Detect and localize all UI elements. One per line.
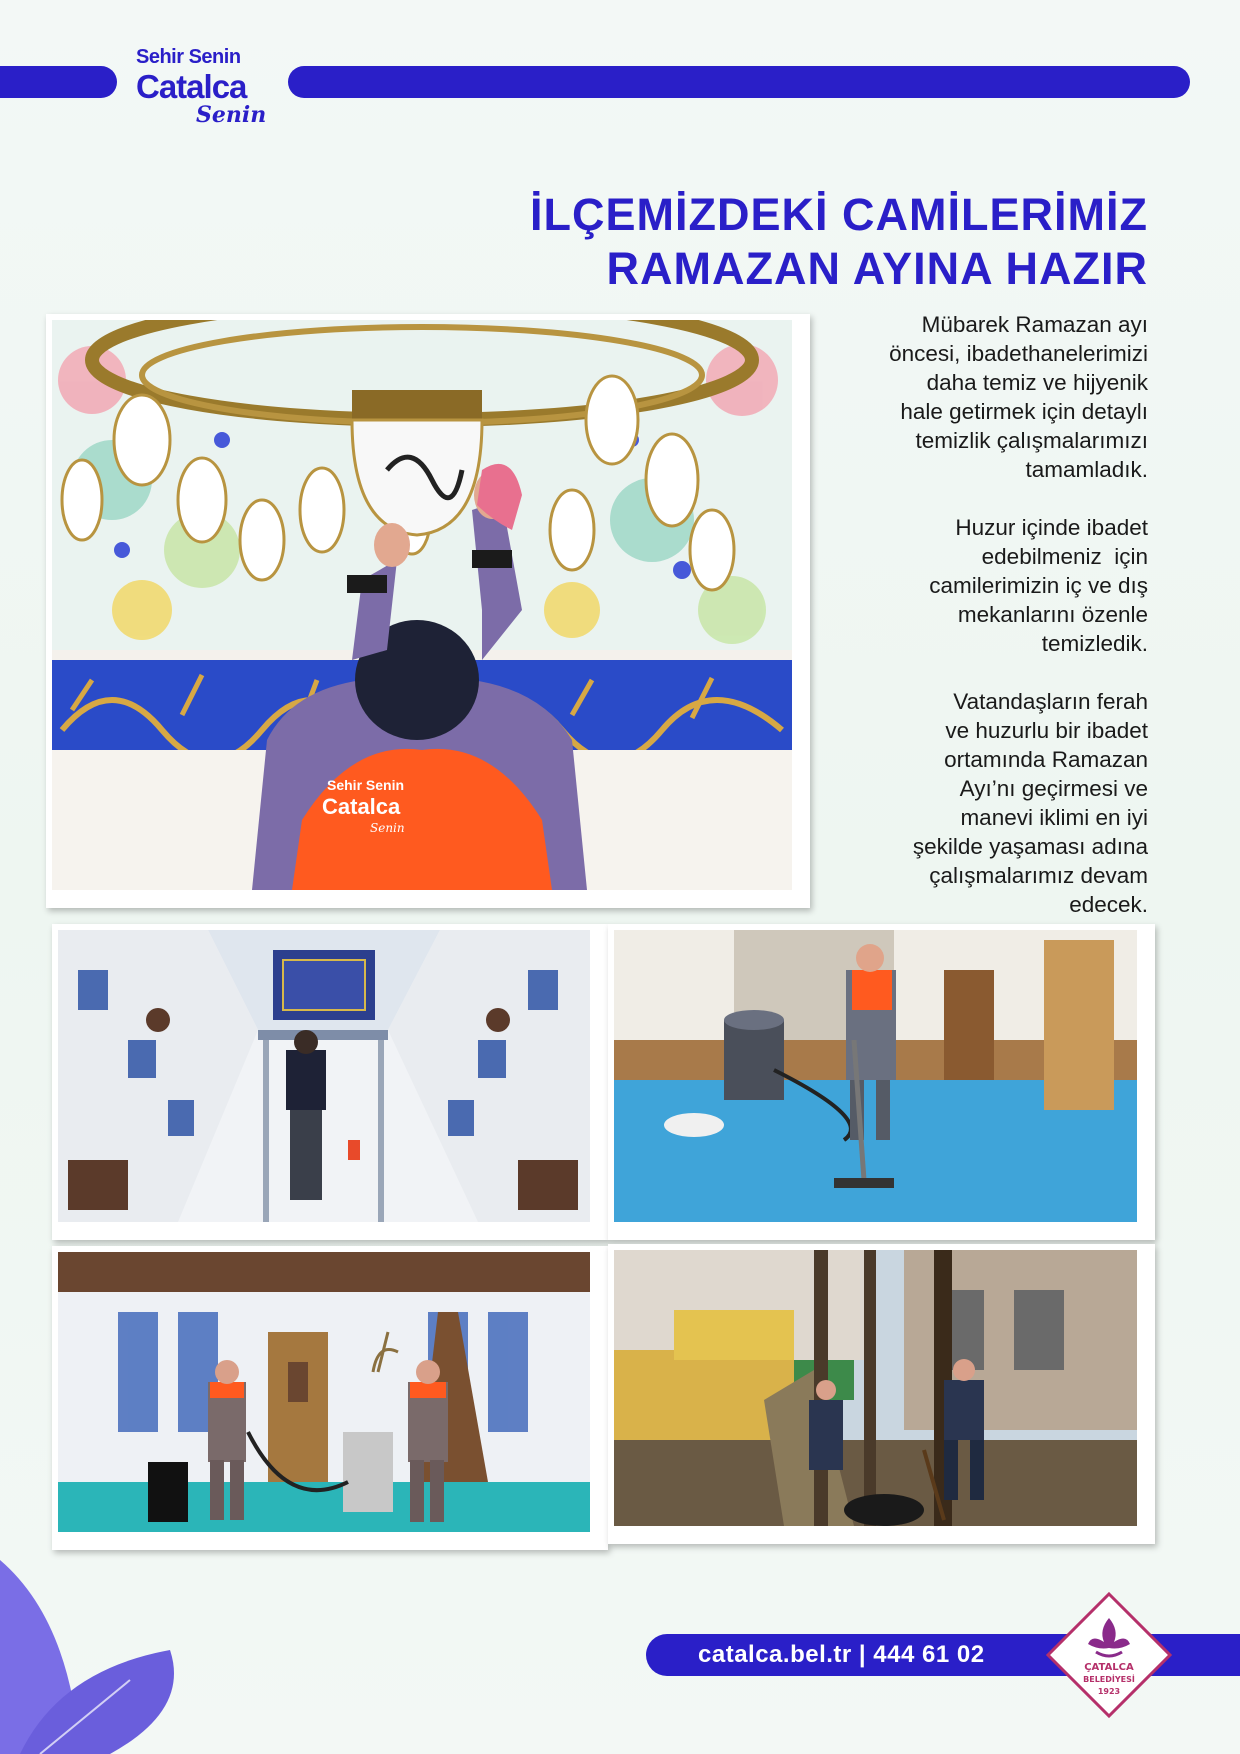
text-line: çalışmalarımız devam [929,863,1148,888]
text-line: manevi iklimi en iyi [960,805,1148,830]
paragraph-2 [828,513,1148,658]
decorative-leaf [0,1560,210,1754]
paragraph-1 [828,310,1148,484]
text-line: edecek. [1069,892,1148,917]
text-line: Mübarek Ramazan ayı [921,312,1148,337]
text-line: temizlik çalışmalarımızı [915,428,1148,453]
scaffold-photo-image [58,930,590,1222]
text-line: Ayı’nı geçirmesi ve [959,776,1148,801]
text-line: edebilmeniz için [981,544,1148,569]
emblem-line2: BELEDİYESİ [1083,1675,1135,1684]
photo-chandelier-cleaning [46,314,810,908]
catalca-belediyesi-emblem [1044,1590,1174,1720]
vacuum-photo-image [614,930,1137,1222]
outdoor-photo-image [614,1250,1137,1526]
photo-outdoor-cleaning [608,1244,1155,1544]
vest-logo-line2: Catalca [322,794,401,819]
article-body [828,310,1148,948]
text-line: Vatandaşların ferah [953,689,1148,714]
text-line: öncesi, ibadethanelerimizi [889,341,1148,366]
sehir-senin-catalca-logo [126,40,286,132]
text-line: temizledik. [1041,631,1148,656]
text-line: Huzur içinde ibadet [955,515,1148,540]
logo-line1: Sehir Senin [136,46,241,68]
logo-line2: Catalca [136,68,247,105]
text-line: ve huzurlu bir ibadet [945,718,1148,743]
photo-scaffold-cleaning [52,924,608,1240]
text-line: mekanlarını özenle [957,602,1148,627]
top-bar-left [0,66,117,98]
title-line-2: RAMAZAN AYINA HAZIR [606,243,1148,294]
vest-logo-line3: Senin [370,821,405,835]
top-bar-right [288,66,1190,98]
text-line: şekilde yaşaması adına [912,834,1148,859]
title-line-1: İLÇEMİZDEKİ CAMİLERİMİZ [530,189,1148,240]
text-line: hale getirmek için detaylı [900,399,1148,424]
footer-contact[interactable]: catalca.bel.tr | 444 61 02 [698,1641,985,1668]
emblem-line1: ÇATALCA [1084,1662,1134,1673]
photo-vacuum-carpet [608,924,1155,1240]
two-workers-photo-image [58,1252,590,1532]
photo-two-workers-vacuum [52,1246,608,1550]
text-line: tamamladık. [1025,457,1148,482]
text-line: ortamında Ramazan [944,747,1148,772]
vest-logo-line1: Sehir Senin [327,777,405,793]
logo-line3: Senin [196,102,267,128]
text-line: daha temiz ve hijyenik [926,370,1148,395]
paragraph-3 [828,687,1148,919]
chandelier-photo-image [52,320,792,890]
article-title [530,188,1148,296]
text-line: camilerimizin iç ve dış [929,573,1148,598]
emblem-year: 1923 [1097,1687,1121,1696]
